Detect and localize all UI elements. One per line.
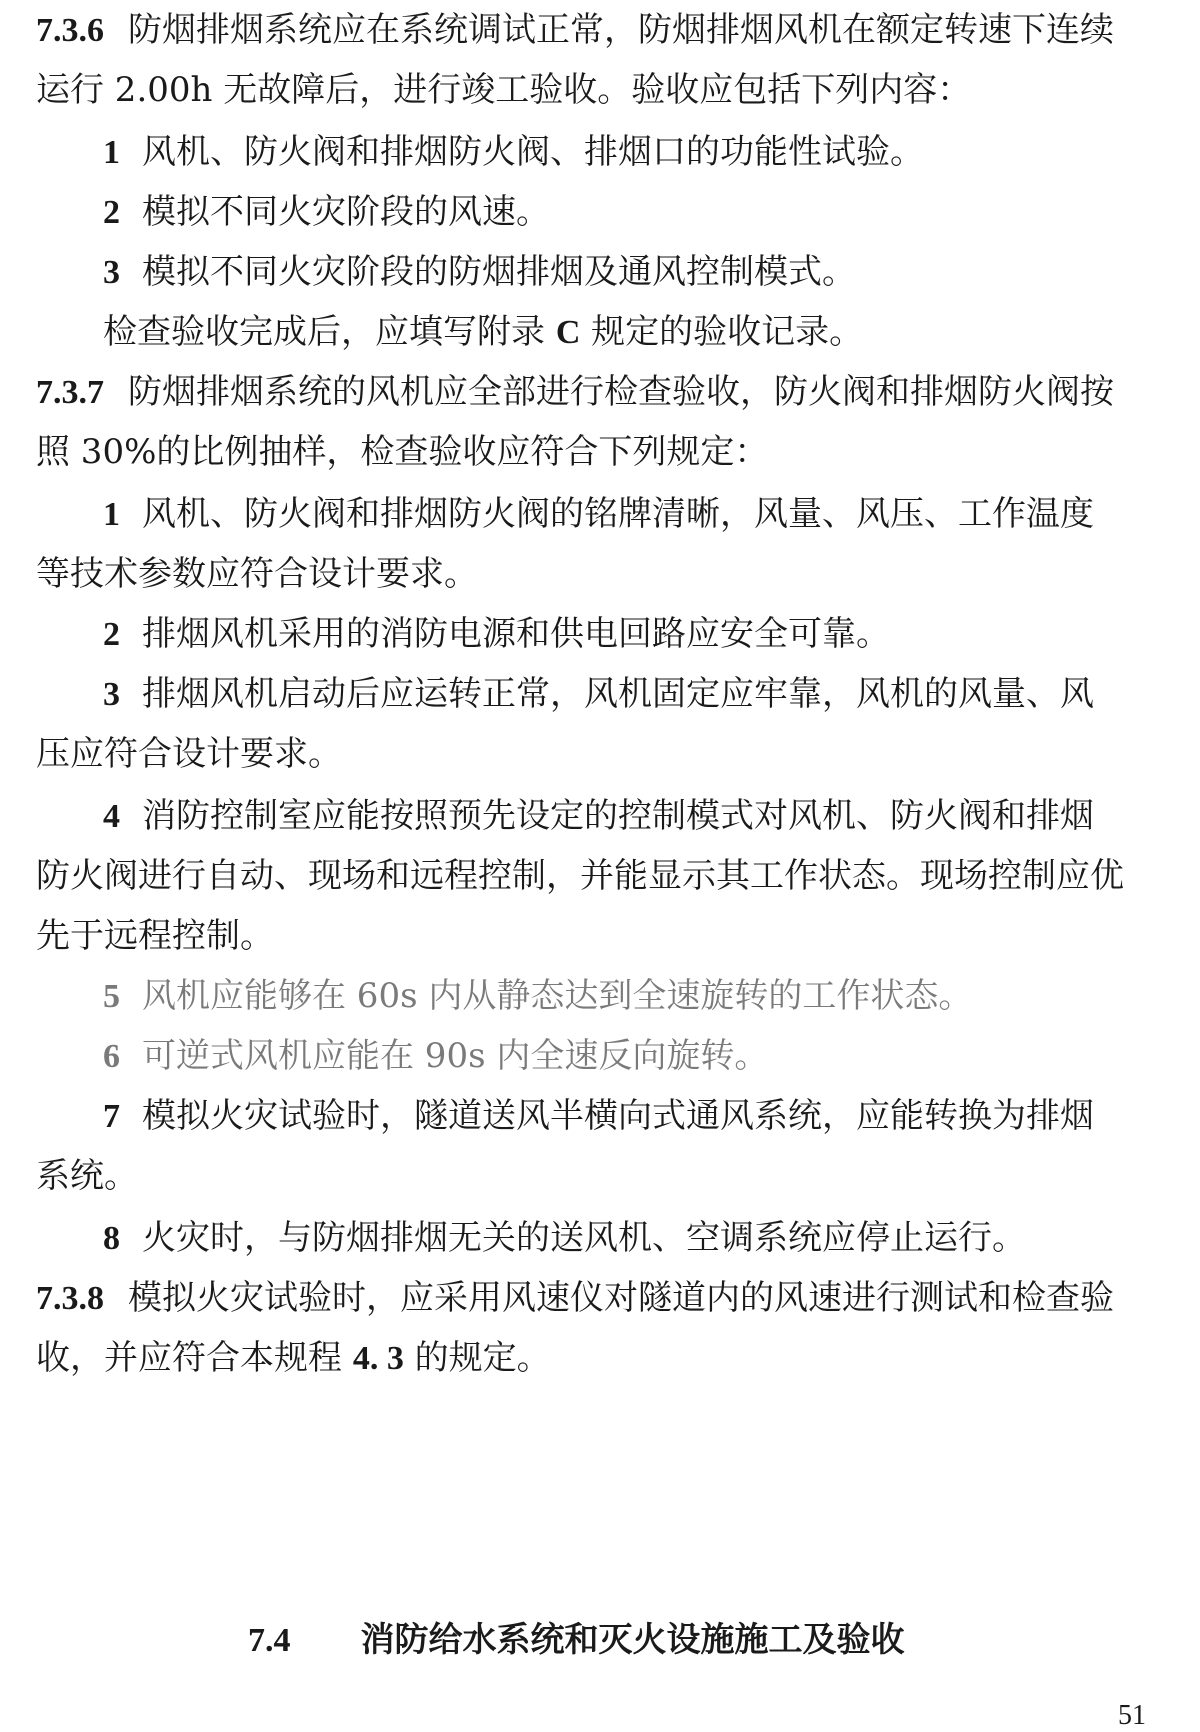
list-item [103,792,1200,841]
list-item [103,1092,1200,1141]
item-number: 7 [103,1098,120,1135]
list-item [103,248,1200,297]
clause-number: 7.3.8 [36,1280,104,1317]
clause-7-3-6-line-2: 运行 2.00h 无故障后，进行竣工验收。验收应包括下列内容： [36,70,972,110]
item-text: 模拟不同火灾阶段的风速。 [142,192,550,232]
item-number: 6 [103,1038,120,1075]
list-item [103,188,1200,237]
clause-7-3-8-line-1 [36,1274,1156,1323]
item-number: 3 [103,254,120,291]
list-item-continuation: 系统。 [36,1156,138,1196]
list-item-continuation: 等技术参数应符合设计要求。 [36,554,478,594]
clause-7-3-7-line-2: 照 30%的比例抽样，检查验收应符合下列规定： [36,432,769,472]
item-number: 3 [103,676,120,713]
list-item [103,490,1200,539]
item-text: 模拟火灾试验时，隧道送风半横向式通风系统，应能转换为排烟 [142,1096,1094,1136]
clause-7-3-6-line-1 [36,6,1156,55]
item-number: 5 [103,978,120,1015]
list-item [103,670,1200,719]
section-heading [248,1616,905,1665]
item-text: 模拟不同火灾阶段的防烟排烟及通风控制模式。 [142,252,856,292]
list-item [103,972,1200,1021]
item-text: 风机应能够在 60s 内从静态达到全速旋转的工作状态。 [142,976,973,1016]
clause-ref: 4. 3 [352,1340,404,1377]
list-item [103,1214,1200,1263]
item-text: 可逆式风机应能在 90s 内全速反向旋转。 [142,1036,769,1076]
section-title: 消防给水系统和灭火设施施工及验收 [360,1620,905,1660]
clause-number: 7.3.6 [36,12,104,49]
list-item [103,128,1200,177]
item-text: 排烟风机采用的消防电源和供电回路应安全可靠。 [142,614,890,654]
item-number: 1 [103,496,120,533]
item-number: 8 [103,1220,120,1257]
clause-number: 7.3.7 [36,374,104,411]
list-item-continuation: 先于远程控制。 [36,916,274,956]
item-text: 火灾时，与防烟排烟无关的送风机、空调系统应停止运行。 [142,1218,1026,1258]
list-item-continuation: 压应符合设计要求。 [36,734,342,774]
item-number: 2 [103,616,120,653]
list-item-continuation: 防火阀进行自动、现场和远程控制，并能显示其工作状态。现场控制应优 [36,856,1124,896]
page-number: 51 [1118,1700,1146,1731]
item-text: 排烟风机启动后应运转正常，风机固定应牢靠，风机的风量、风 [142,674,1094,714]
clause-text: 模拟火灾试验时，应采用风速仪对隧道内的风速进行测试和检查验 [128,1278,1114,1318]
item-text: 风机、防火阀和排烟防火阀、排烟口的功能性试验。 [142,132,924,172]
clause-7-3-7-line-1 [36,368,1156,417]
item-number: 2 [103,194,120,231]
clause-7-3-8-line-2: 收，并应符合本规程 4. 3 的规定。 [36,1338,551,1378]
section-number: 7.4 [248,1622,291,1659]
clause-text: 防烟排烟系统应在系统调试正常，防烟排烟风机在额定转速下连续 [128,10,1114,50]
item-number: 1 [103,134,120,171]
item-number: 4 [103,798,120,835]
list-item [103,610,1200,659]
item-text: 消防控制室应能按照预先设定的控制模式对风机、防火阀和排烟 [142,796,1094,836]
list-item [103,1032,1200,1081]
clause-closing: 检查验收完成后，应填写附录 C 规定的验收记录。 [103,312,864,352]
appendix-ref: C [555,314,581,351]
clause-text: 防烟排烟系统的风机应全部进行检查验收，防火阀和排烟防火阀按 [128,372,1114,412]
item-text: 风机、防火阀和排烟防火阀的铭牌清晰，风量、风压、工作温度 [142,494,1094,534]
